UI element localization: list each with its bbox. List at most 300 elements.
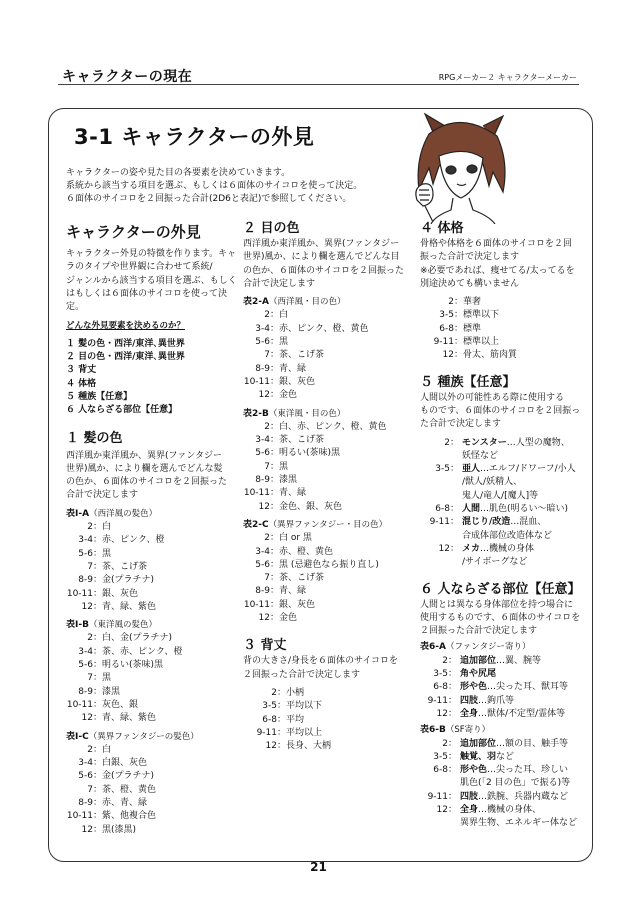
table-row [243, 434, 408, 447]
table-title: 表6-B [420, 725, 446, 736]
list-item: ６ 人ならざる部位【任意】 [66, 405, 178, 416]
table-row [66, 521, 241, 534]
result-desc: 合成体部位改造体など [462, 530, 553, 541]
table-subtitle: （異界ファンタジー・目の色） [268, 519, 388, 530]
roll-number [420, 817, 448, 830]
section-heading-height: ３ 背丈 [243, 638, 287, 654]
roll-result: ：平均 [277, 714, 305, 725]
separator: ： [448, 708, 458, 719]
parts-table-a [420, 655, 585, 721]
separator: ： [450, 517, 460, 528]
roll-result: ：青、緑 [270, 363, 307, 374]
intro-text: キャラクターの姿や見た目の各要素を決めていきます。 系統から該当する項目を選ぶ、もしくは６面体のサイコロを使って決定。 ６面体のサイコロを２回振った合計(2D6と表記)で参照してください。 [66, 168, 363, 204]
result-term: 角や尻尾 [460, 669, 497, 680]
table-row [420, 450, 585, 463]
result-desc: 鬼人/竜人/[魔人]等 [462, 490, 539, 501]
separator: ： [448, 669, 458, 680]
roll-number: 9-11 [427, 695, 448, 706]
separator: ： [450, 464, 460, 475]
table-caption [66, 508, 241, 521]
result-desc: …機械の身体 [480, 543, 535, 554]
roll-result: ：白、赤、ピンク、橙、黄色 [270, 421, 387, 432]
result-desc: …獣体/不定型/霊体等 [478, 708, 566, 719]
roll-result: ：銀、灰色 [270, 599, 316, 610]
header-rule [58, 84, 579, 85]
roll-result: ：金(プラチナ) [93, 575, 155, 586]
result-desc: …尖った耳、珍しい [487, 765, 569, 776]
table-row [66, 699, 241, 712]
roll-number: 10-11 [243, 488, 270, 499]
result-term: 亜人 [462, 464, 481, 475]
table-row [420, 777, 585, 790]
table-row [66, 797, 241, 810]
roll-result: ：金色 [270, 390, 298, 401]
roll-number: 5-6 [255, 337, 270, 348]
roll-result: ：銀、灰色 [93, 588, 139, 599]
column-2: ２ 目の色 西洋風か東洋風か、異界(ファンタジー 世界)風か、により欄を選んでどんな目 の色か、６面体のサイコロを２回振った 合計で決定します 表2-A（西洋風・目の色） 2 ：白 3-4 ：赤、ピンク、橙、黄色 5-6 ：黒 7 ：茶、こげ茶 8-9 ：青、緑 10-11 ：銀、灰色 12 ：金色 表2-B（東洋風・目の色） 2 ：白、赤、ピンク、橙、黄色 3-4 ：茶、こげ茶 5-6 ：明るい(茶味)黒 7 ：黒 8-9 ：漆黒 10-11 ：青、緑 12 ：金色、銀、灰色 表2-C（異界ファンタジー・目の色） 2 ：白 or 黒 3-4 ：赤、橙、黄色 5-6 ：黒 (忌避色なら振り直し) 7 ：茶、こげ茶 8-9 ：青、緑 10-11 ：銀、灰色 12 ：金色 ３ 背丈 背の大きさ/身長を６面体のサイコロを ２回振った合計で決定します 2 ：小柄 3-5 ：平均以下 6-8 ：平均 9-11 ：平均以上 12 ：長身、大柄 [243, 220, 408, 753]
question-heading: どんな外見要素を決めるのか？ [66, 321, 186, 332]
roll-number: 10-11 [66, 811, 93, 822]
roll-result: ：小柄 [277, 687, 305, 698]
roll-result: ：白 [93, 522, 112, 533]
roll-result: ：標準以上 [454, 337, 500, 348]
section-heading-race: ５ 種族【任意】 [420, 374, 516, 390]
roll-number: 2 [264, 310, 270, 321]
table-row [420, 655, 585, 668]
result-desc: …人型の魔物、 [506, 437, 570, 448]
table-subtitle: （東洋風の髪色） [88, 620, 157, 631]
table-row [243, 559, 408, 572]
roll-number: 8-9 [78, 686, 93, 697]
roll-result: ：漆黒 [270, 475, 298, 486]
character-illustration [405, 112, 515, 224]
table-row [66, 784, 241, 797]
roll-result: ：黒(漆黒) [93, 824, 137, 835]
roll-number [420, 556, 450, 569]
column-3: ４ 体格 骨格や体格を６面体のサイコロを２回 振った合計で決定します ※必要であれば、痩せてる/太ってるを 別途決めても構いません 2 ：華奢 3-5 ：標準以下 6-8 ：標準 9-11 ：標準以上 12 ：骨太、筋肉質 ５ 種族【任意】 人間以外の可能性ある際に使用する ものです、６面体のサイコロを２回振っ た合計で決定します 2 ： モンスター …人型の魔物、 妖怪など 3-5 ： 亜人 …エルフ/ドワーフ/小人 /獣人/妖精人、 鬼人/竜人/[魔人]等 6-8 ： 人間 …肌色(明るい〜暗い) 9-11 ： 混じり/改造 …混血、 合成体部位改造体など 12 ： メカ …機械の身体 /サイボーグなど ６ 人ならざる部位【任意】 人間とは異なる身体部位を持つ場合に 使用するものです、６面体のサイコロを ２回振った合計で決定します 表6-A（ファンタジー寄り） 2 ： 追加部位 …翼、腕等 3-5 ： 角や尻尾 6-8 ： 形や色 …尖った耳、獣耳等 9-11 ： 四肢 …鉤爪等 12 ： 全身 …獣体/不定型/霊体等 表6-B（SF寄り） 2 ： 追加部位 …額の目、触手等 3-5 ： 触覚、羽 など 6-8 ： 形や色 …尖った耳、珍しい 肌色(「2 目の色」で振る)等 9-11 ： 四肢 …鉄腕、兵器内蔵など 12 ： 全身 …機械の身体、 異界生物、エネルギー体など [420, 220, 585, 831]
table-caption [243, 519, 408, 532]
table-row [243, 363, 408, 376]
element-list [66, 338, 241, 418]
roll-result: ：白 [93, 744, 112, 755]
roll-result: ：漆黒 [93, 686, 121, 697]
table-row [66, 574, 241, 587]
table-row [66, 601, 241, 614]
roll-number: 12 [442, 350, 454, 361]
roll-number: 10-11 [66, 699, 93, 710]
roll-number: 7 [264, 573, 270, 584]
roll-number: 8-9 [78, 797, 93, 808]
roll-number: 6-8 [262, 714, 277, 725]
result-term: 触覚、羽 [460, 751, 497, 762]
roll-number: 12 [436, 708, 448, 719]
table-title: 表2-B [243, 408, 269, 419]
separator: ： [450, 437, 460, 448]
roll-result: ：標準以下 [454, 310, 500, 321]
table-row [66, 659, 241, 672]
table-row [243, 612, 408, 625]
result-desc: …混血、 [510, 517, 547, 528]
separator: ： [448, 655, 458, 666]
table-row [420, 296, 585, 309]
table-row [66, 534, 241, 547]
roll-number: 8-9 [255, 586, 270, 597]
roll-result: ：黒 [93, 548, 112, 559]
table-row [243, 740, 408, 753]
table-row [243, 421, 408, 434]
table-row [243, 572, 408, 585]
roll-number: 2 [87, 522, 93, 533]
separator: ： [448, 765, 458, 776]
roll-number: 10-11 [66, 588, 93, 599]
table-row [66, 561, 241, 574]
roll-result: ：赤、青、緑 [93, 797, 148, 808]
roll-number: 3-4 [78, 535, 93, 546]
roll-result: ：銀、灰色 [270, 376, 316, 387]
table-row [66, 672, 241, 685]
roll-number: 12 [265, 741, 277, 752]
separator: ： [450, 504, 460, 515]
roll-number: 3-5 [262, 701, 277, 712]
roll-number: 10-11 [243, 599, 270, 610]
table-row [243, 700, 408, 713]
table-row [420, 476, 585, 489]
list-item: ５ 種族【任意】 [66, 391, 133, 402]
roll-number: 2 [264, 533, 270, 544]
table-row [420, 804, 585, 817]
list-item: ４ 体格 [66, 378, 97, 389]
separator: ： [448, 682, 458, 693]
table-row [243, 447, 408, 460]
table-row [66, 810, 241, 823]
table-row [420, 668, 585, 681]
roll-number: 12 [258, 390, 270, 401]
roll-number: 12 [81, 601, 93, 612]
roll-number: 2 [264, 421, 270, 432]
result-desc: 肌色(「2 目の色」で振る)等 [460, 778, 571, 789]
result-desc: /獣人/妖精人、 [462, 477, 523, 488]
roll-number: 7 [87, 673, 93, 684]
table-row [66, 548, 241, 561]
section-heading-eyes: ２ 目の色 [243, 221, 300, 236]
table-row [243, 532, 408, 545]
section-heading-hair: １ 髪の色 [66, 430, 123, 446]
roll-number: 7 [264, 461, 270, 472]
separator [448, 817, 460, 830]
result-desc: …エルフ/ドワーフ/小人 [480, 464, 576, 475]
roll-number: 9-11 [433, 337, 454, 348]
roll-number [420, 476, 450, 489]
table-row [243, 323, 408, 336]
table-row [243, 474, 408, 487]
table-row [420, 530, 585, 543]
table-title: 表2-C [243, 519, 269, 530]
eye-tables [243, 296, 408, 625]
roll-number: 3-4 [78, 646, 93, 657]
roll-result: ：赤、ピンク、橙 [93, 535, 165, 546]
table-row [420, 543, 585, 556]
roll-result: ：茶、こげ茶 [270, 573, 325, 584]
roll-number: 12 [438, 543, 450, 554]
table-row [243, 376, 408, 389]
separator: ： [448, 738, 458, 749]
roll-result: ：青、緑 [270, 488, 307, 499]
roll-result: ：茶、橙、黄色 [93, 784, 157, 795]
table-subtitle: （異界ファンタジーの髪色） [88, 731, 199, 742]
roll-result: ：明るい(茶味)黒 [93, 660, 164, 671]
roll-result: ：黒 (忌避色なら振り直し) [270, 559, 379, 570]
table-title: 表2-A [243, 297, 269, 308]
table-row [243, 389, 408, 402]
roll-number: 6-8 [435, 504, 450, 515]
separator [450, 490, 462, 503]
table-row [420, 791, 585, 804]
result-term: 人間 [462, 504, 481, 515]
roll-number: 9-11 [429, 517, 450, 528]
roll-result: ：金(プラチナ) [93, 771, 155, 782]
table-row [243, 461, 408, 474]
result-term: 全身 [460, 804, 479, 815]
dice-table [66, 521, 241, 614]
table-title: 表Ⅰ-B [66, 620, 89, 631]
roll-result: ：骨太、筋肉質 [454, 350, 518, 361]
section-heading-appearance: キャラクターの外見 [66, 223, 201, 241]
table-row [420, 695, 585, 708]
table-row [66, 770, 241, 783]
table-row [66, 686, 241, 699]
roll-result: ：茶、こげ茶 [93, 561, 148, 572]
roll-number [420, 450, 450, 463]
roll-number [420, 777, 448, 790]
result-term: 追加部位 [460, 655, 497, 666]
table-caption [66, 731, 241, 744]
separator [448, 777, 460, 790]
roll-number: 7 [264, 350, 270, 361]
result-term: モンスター [462, 437, 507, 448]
table-title: 表Ⅰ-A [66, 508, 90, 519]
page-title: 3-1 キャラクターの外見 [74, 125, 315, 149]
result-desc: など [496, 751, 515, 762]
section-heading-build: ４ 体格 [420, 221, 464, 236]
roll-number: 5-6 [255, 559, 270, 570]
table-row [420, 751, 585, 764]
column-1: キャラクターの外見 キャラクター外見の特徴を作ります。キャ ラのタイプや世界観に合わせて系統/ ジャンルから該当する項目を選ぶ、もしく はもしくは６面体のサイコロを使って決 定。 どんな外見要素を決めるのか？ １ 髪の色・西洋/東洋､異世界 ２ 目の色・西洋/東洋､異世界 ３ 背丈 ４ 体格 ５ 種族【任意】 ６ 人ならざる部位【任意】 １ 髪の色 西洋風か東洋風か、異界(ファンタジー 世界)風か、により欄を選んでどんな髪 の色か、６面体のサイコロを２回振った 合計で決定します 表Ⅰ-A（西洋風の髪色） 2 ：白 3-4 ：赤、ピンク、橙 5-6 ：黒 7 ：茶、こげ茶 8-9 ：金(プラチナ) 10-11 ：銀、灰色 12 ：青、緑、紫色 表Ⅰ-B（東洋風の髪色） 2 ：白、金(プラチナ) 3-4 ：茶、赤、ピンク、橙 5-6 ：明るい(茶味)黒 7 ：黒 8-9 ：漆黒 10-11 ：灰色、銀 12 ：青、緑、紫色 表Ⅰ-C（異界ファンタジーの髪色） 2 ：白 3-4 ：白銀、灰色 5-6 ：金(プラチナ) 7 ：茶、橙、黄色 8-9 ：赤、青、緑 10-11 ：紫、他複合色 12 ：黒(漆黒) [66, 222, 241, 837]
roll-result: ：平均以下 [277, 701, 323, 712]
roll-number: 2 [448, 297, 454, 308]
result-term: 四肢 [460, 695, 479, 706]
table-row [243, 546, 408, 559]
roll-result: ：華奢 [454, 297, 482, 308]
roll-number: 12 [81, 713, 93, 724]
table-row [420, 817, 585, 830]
roll-result: ：標準 [454, 323, 482, 334]
roll-number: 9-11 [427, 791, 448, 802]
table-row [420, 349, 585, 362]
result-term: 四肢 [460, 791, 479, 802]
separator: ： [448, 791, 458, 802]
roll-number: 7 [87, 561, 93, 572]
result-term: 全身 [460, 708, 479, 719]
roll-number [420, 530, 450, 543]
result-desc: …機械の身体、 [478, 804, 542, 815]
table-row [66, 632, 241, 645]
result-desc: …鉄腕、兵器内蔵など [478, 791, 569, 802]
roll-number: 6-8 [439, 323, 454, 334]
table-row [243, 309, 408, 322]
roll-result: ：赤、ピンク、橙、黄色 [270, 323, 369, 334]
result-desc: …尖った耳、獣耳等 [487, 682, 569, 693]
roll-result: ：白 or 黒 [270, 533, 312, 544]
table-row [420, 336, 585, 349]
roll-number: 12 [258, 613, 270, 624]
table-title: 表6-A [420, 642, 446, 653]
table-row [420, 681, 585, 694]
table-row [66, 646, 241, 659]
roll-number: 10-11 [243, 376, 270, 387]
table-row [243, 687, 408, 700]
roll-number: 12 [436, 804, 448, 815]
table-row [66, 744, 241, 757]
roll-number: 2 [442, 738, 448, 749]
separator: ： [448, 695, 458, 706]
separator [450, 450, 462, 463]
roll-number [420, 490, 450, 503]
roll-result: ：白、金(プラチナ) [93, 633, 173, 644]
roll-number: 3-4 [78, 758, 93, 769]
roll-number: 3-5 [433, 751, 448, 762]
result-term: メカ [462, 543, 481, 554]
result-term: 追加部位 [460, 738, 497, 749]
roll-result: ：青、緑、紫色 [93, 713, 157, 724]
roll-number: 12 [81, 824, 93, 835]
build-table [420, 296, 585, 362]
roll-result: ：黒 [270, 337, 289, 348]
roll-number: 5-6 [78, 771, 93, 782]
roll-number: 5-6 [255, 448, 270, 459]
page-number: 21 [310, 860, 327, 874]
separator: ： [448, 751, 458, 762]
table-row [420, 738, 585, 751]
roll-number: 3-5 [435, 464, 450, 475]
dice-table [243, 421, 408, 514]
roll-result: ：灰色、銀 [93, 699, 139, 710]
result-term: 形や色 [460, 765, 488, 776]
result-desc: …翼、腕等 [496, 655, 542, 666]
table-row [66, 712, 241, 725]
result-term: 形や色 [460, 682, 488, 693]
roll-result: ：茶、赤、ピンク、橙 [93, 646, 183, 657]
result-desc: …額の目、触手等 [496, 738, 569, 749]
table-row [243, 714, 408, 727]
table-row [243, 349, 408, 362]
roll-number: 5-6 [78, 660, 93, 671]
table-subtitle: （東洋風・目の色） [268, 408, 346, 419]
roll-number: 8-9 [255, 363, 270, 374]
roll-number: 2 [87, 744, 93, 755]
table-caption [243, 296, 408, 309]
list-item: ２ 目の色・西洋/東洋､異世界 [66, 352, 185, 363]
table-row [420, 556, 585, 569]
result-desc: …肌色(明るい〜暗い) [480, 504, 569, 515]
list-item: １ 髪の色・西洋/東洋､異世界 [66, 338, 185, 349]
separator: ： [448, 804, 458, 815]
roll-number: 2 [271, 687, 277, 698]
roll-result: ：青、緑 [270, 586, 307, 597]
roll-number: 3-5 [433, 669, 448, 680]
roll-result: ：黒 [93, 673, 112, 684]
roll-result: ：白 [270, 310, 289, 321]
table-subtitle: （西洋風・目の色） [268, 297, 346, 308]
table-row [420, 323, 585, 336]
roll-result: ：茶、こげ茶 [270, 350, 325, 361]
roll-number: 5-6 [78, 548, 93, 559]
table-row [243, 585, 408, 598]
roll-number: 3-4 [255, 435, 270, 446]
table-row [420, 309, 585, 322]
roll-number: 3-4 [255, 323, 270, 334]
roll-number: 7 [87, 784, 93, 795]
table-title: 表Ⅰ-C [66, 731, 89, 742]
separator: ： [450, 543, 460, 554]
roll-number: 2 [87, 633, 93, 644]
roll-number: 8-9 [78, 575, 93, 586]
table-row [66, 588, 241, 601]
roll-result: ：白銀、灰色 [93, 758, 148, 769]
table-row [66, 824, 241, 837]
roll-result: ：平均以上 [277, 727, 323, 738]
result-desc: …鉤爪等 [478, 695, 515, 706]
table-row [243, 336, 408, 349]
roll-result: ：黒 [270, 461, 289, 472]
table-row [420, 503, 585, 516]
roll-result: ：赤、橙、黄色 [270, 546, 334, 557]
dice-table [66, 744, 241, 837]
height-table [243, 687, 408, 753]
roll-number: 2 [442, 655, 448, 666]
table-row [420, 463, 585, 476]
table-caption [66, 619, 241, 632]
result-desc: /サイボーグなど [462, 557, 528, 568]
parts-table-b [420, 738, 585, 831]
roll-result: ：金色、銀、灰色 [270, 501, 343, 512]
result-term: 混じり/改造 [462, 517, 511, 528]
hair-tables [66, 508, 241, 837]
roll-number: 8-9 [255, 475, 270, 486]
table-row [420, 708, 585, 721]
section-heading-parts: ６ 人ならざる部位【任意】 [420, 581, 581, 597]
separator [450, 530, 462, 543]
roll-number: 6-8 [433, 682, 448, 693]
roll-number: 3-5 [439, 310, 454, 321]
table-row [420, 437, 585, 450]
roll-result: ：紫、他複合色 [93, 811, 157, 822]
table-row [243, 599, 408, 612]
result-desc: 妖怪など [462, 450, 499, 461]
roll-number: 12 [258, 501, 270, 512]
roll-number: 2 [444, 437, 450, 448]
table-row [243, 727, 408, 740]
running-header: RPGメーカー２ キャラクターメーカー [438, 73, 577, 82]
list-item: ３ 背丈 [66, 365, 97, 376]
table-row [243, 487, 408, 500]
roll-result: ：長身、大柄 [277, 741, 332, 752]
roll-result: ：明るい(茶味)黒 [270, 448, 341, 459]
table-row [420, 490, 585, 503]
roll-number: 6-8 [433, 765, 448, 776]
table-subtitle: （西洋風の髪色） [89, 508, 158, 519]
roll-number: 3-4 [255, 546, 270, 557]
separator [450, 476, 462, 489]
